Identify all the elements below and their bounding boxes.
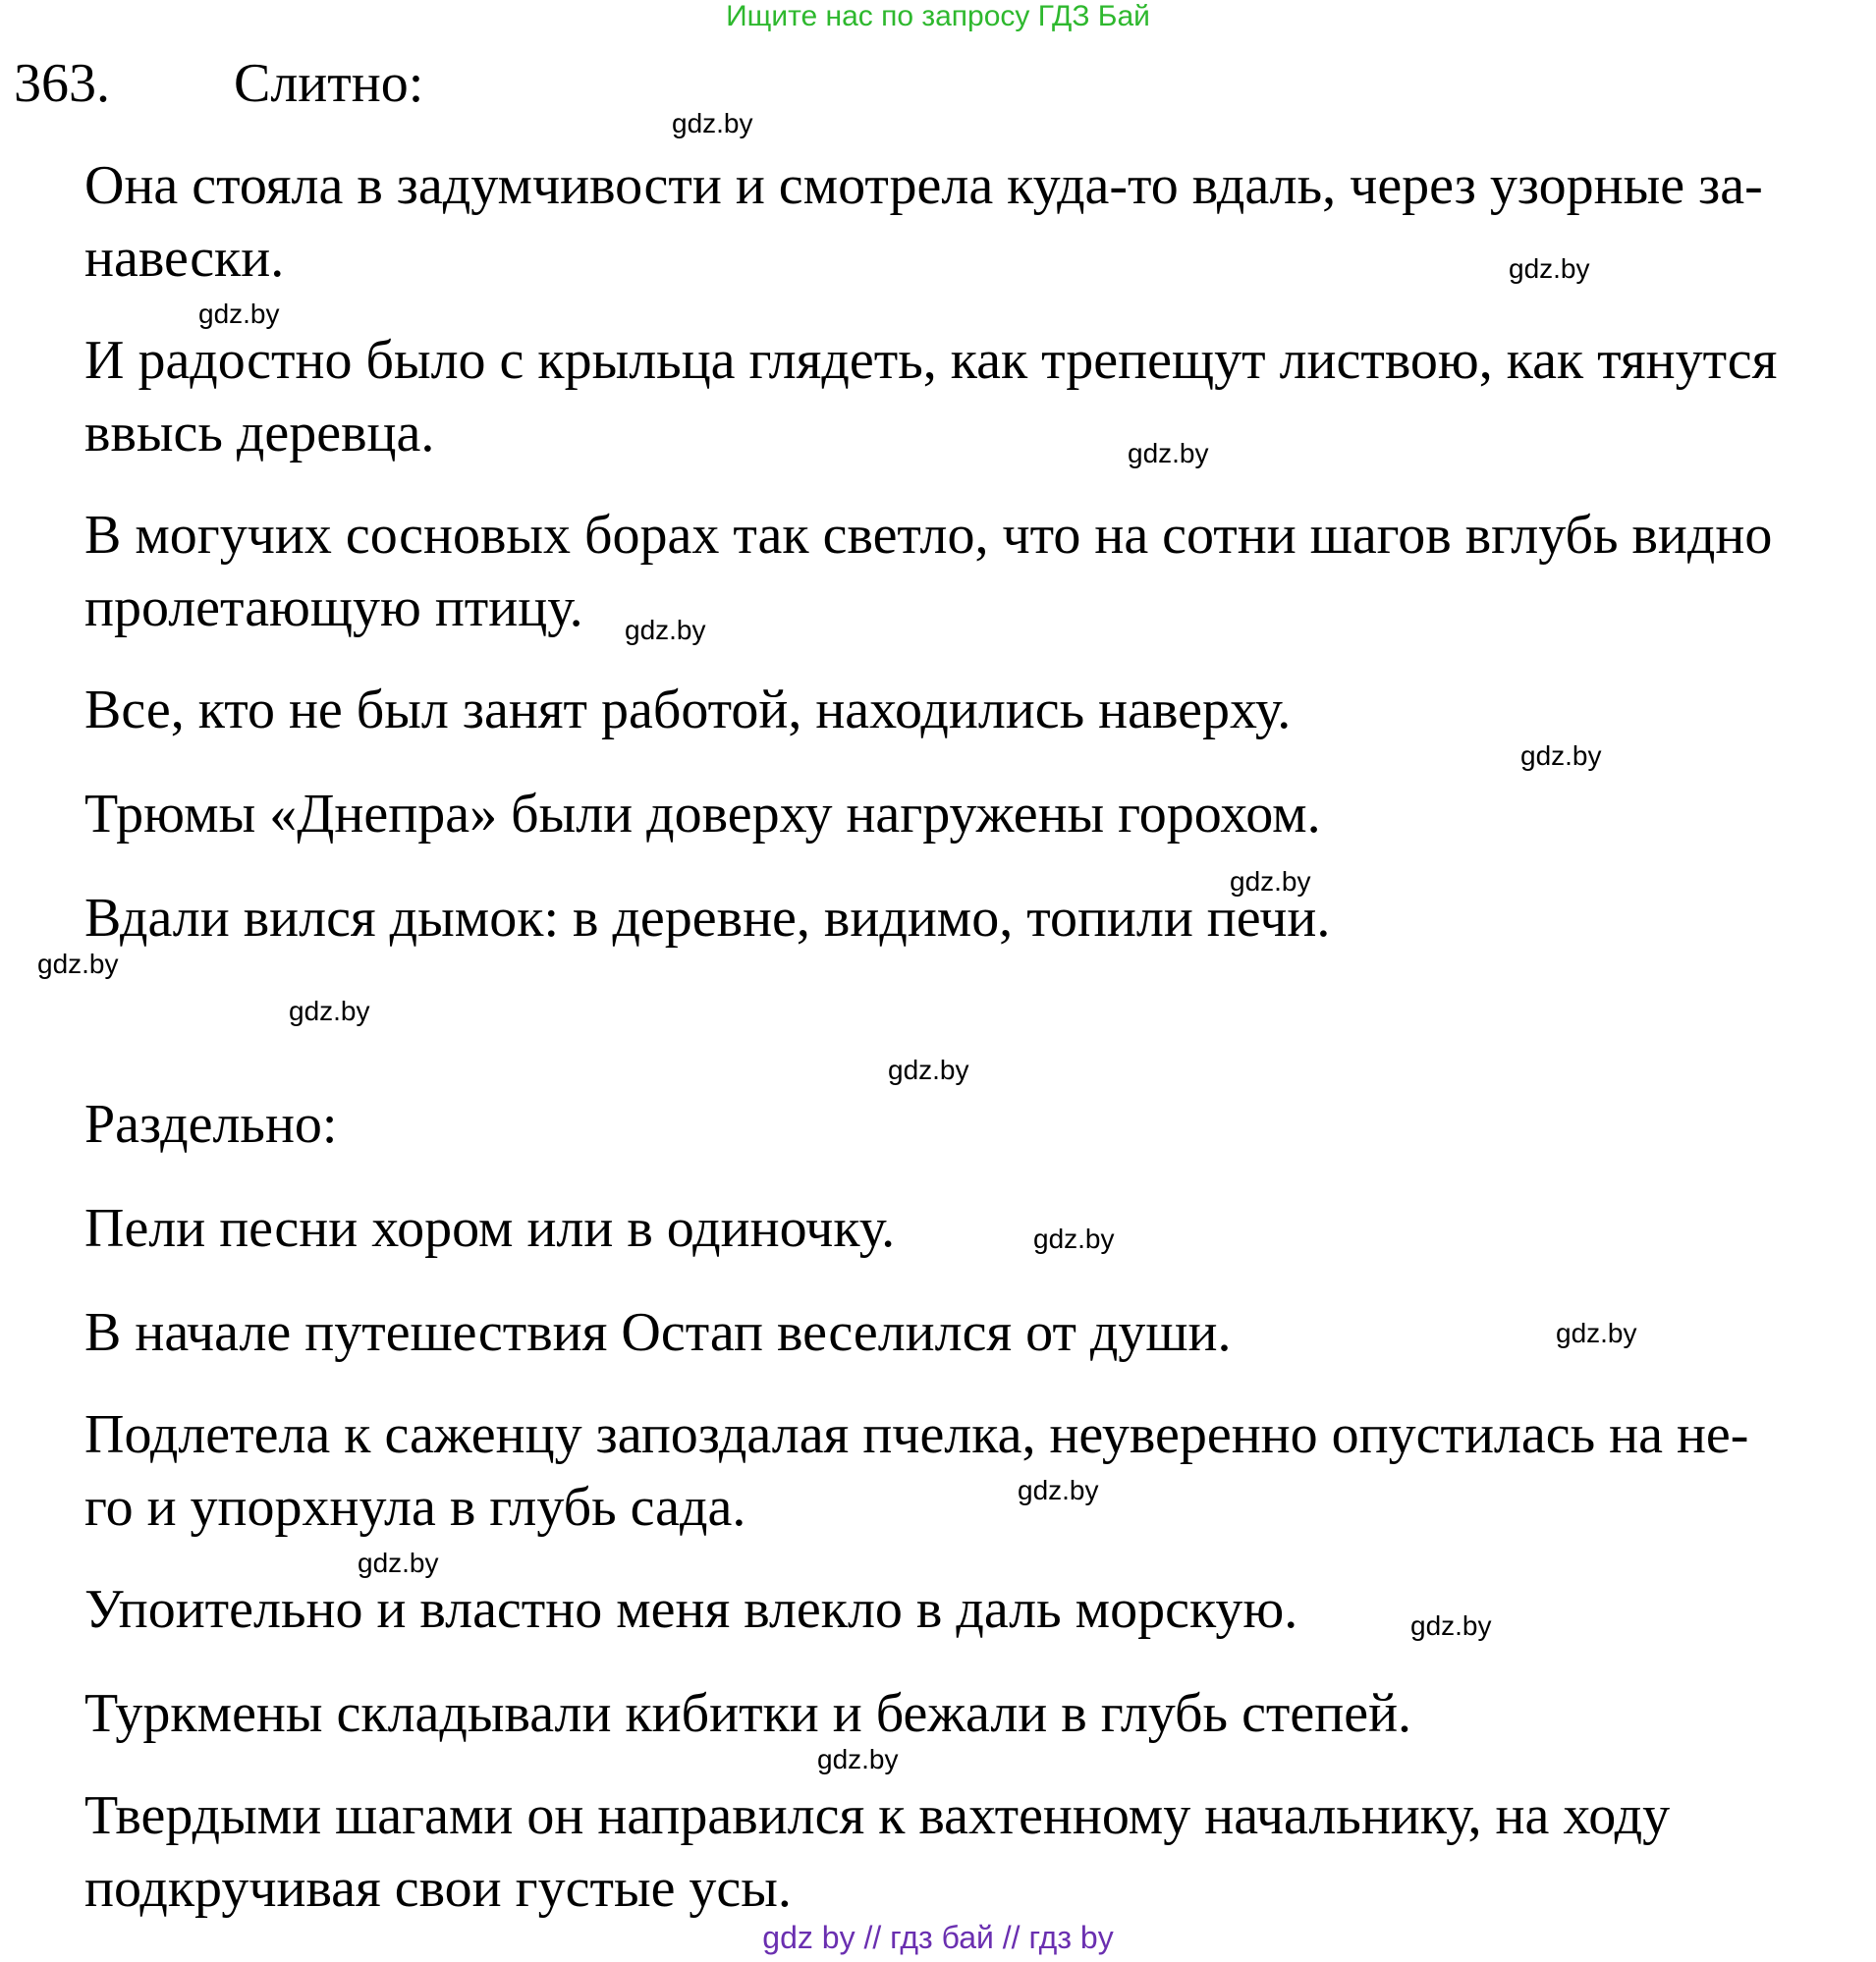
watermark: gdz.by (1509, 253, 1590, 284)
sentence: В начале путешествия Остап веселился от души. (84, 1302, 1232, 1363)
watermark: gdz.by (1230, 866, 1311, 897)
watermark: gdz.by (358, 1548, 439, 1578)
watermark: gdz.by (1556, 1318, 1637, 1348)
watermark: gdz.by (289, 996, 370, 1026)
sentence: Трюмы «Днепра» были доверху нагружены горохом. (84, 784, 1321, 845)
sentence: Вдали вился дымок: в деревне, видимо, топили печи. (84, 888, 1331, 949)
section-label-separate: Раздельно: (84, 1094, 338, 1155)
sentence: В могучих сосновых борах так светло, что на сотни шагов вглубь видно пролетающую птицу. (84, 505, 1773, 638)
exercise-number: 363. (14, 53, 110, 114)
sentence: Все, кто не был занят работой, находились наверху. (84, 680, 1292, 740)
sentence: Твердыми шагами он направился к вахтенному начальнику, на ходу подкручивая свои густые усы. (84, 1785, 1671, 1919)
watermark: gdz.by (1520, 740, 1602, 771)
watermark: gdz.by (198, 299, 280, 329)
sentence: Туркмены складывали кибитки и бежали в глубь степей. (84, 1683, 1412, 1744)
watermark: gdz.by (672, 108, 753, 138)
section-label-together: Слитно: (234, 53, 424, 114)
watermark: gdz.by (1128, 438, 1209, 468)
top-banner: Ищите нас по запросу ГДЗ Бай (726, 0, 1150, 32)
sentence: Пели песни хором или в одиночку. (84, 1198, 896, 1259)
watermark: gdz.by (1410, 1610, 1492, 1641)
sentence: Она стояла в задумчивости и смотрела куда-то вдаль, через узорные за- навески. (84, 155, 1763, 289)
watermark: gdz.by (888, 1055, 969, 1085)
watermark: gdz.by (37, 949, 119, 979)
sentence: И радостно было с крыльца глядеть, как трепещут листвою, как тянутся ввысь деревца. (84, 330, 1778, 463)
watermark: gdz.by (1033, 1224, 1115, 1254)
watermark: gdz.by (625, 615, 706, 645)
sentence: Подлетела к саженцу запоздалая пчелка, неуверенно опустилась на не- го и упорхнула в глубь сада. (84, 1404, 1749, 1538)
watermark: gdz.by (817, 1744, 899, 1774)
sentence: Упоительно и властно меня влекло в даль морскую. (84, 1579, 1298, 1640)
footer-watermark: gdz by // гдз бай // гдз by (762, 1920, 1114, 1955)
watermark: gdz.by (1018, 1475, 1099, 1505)
